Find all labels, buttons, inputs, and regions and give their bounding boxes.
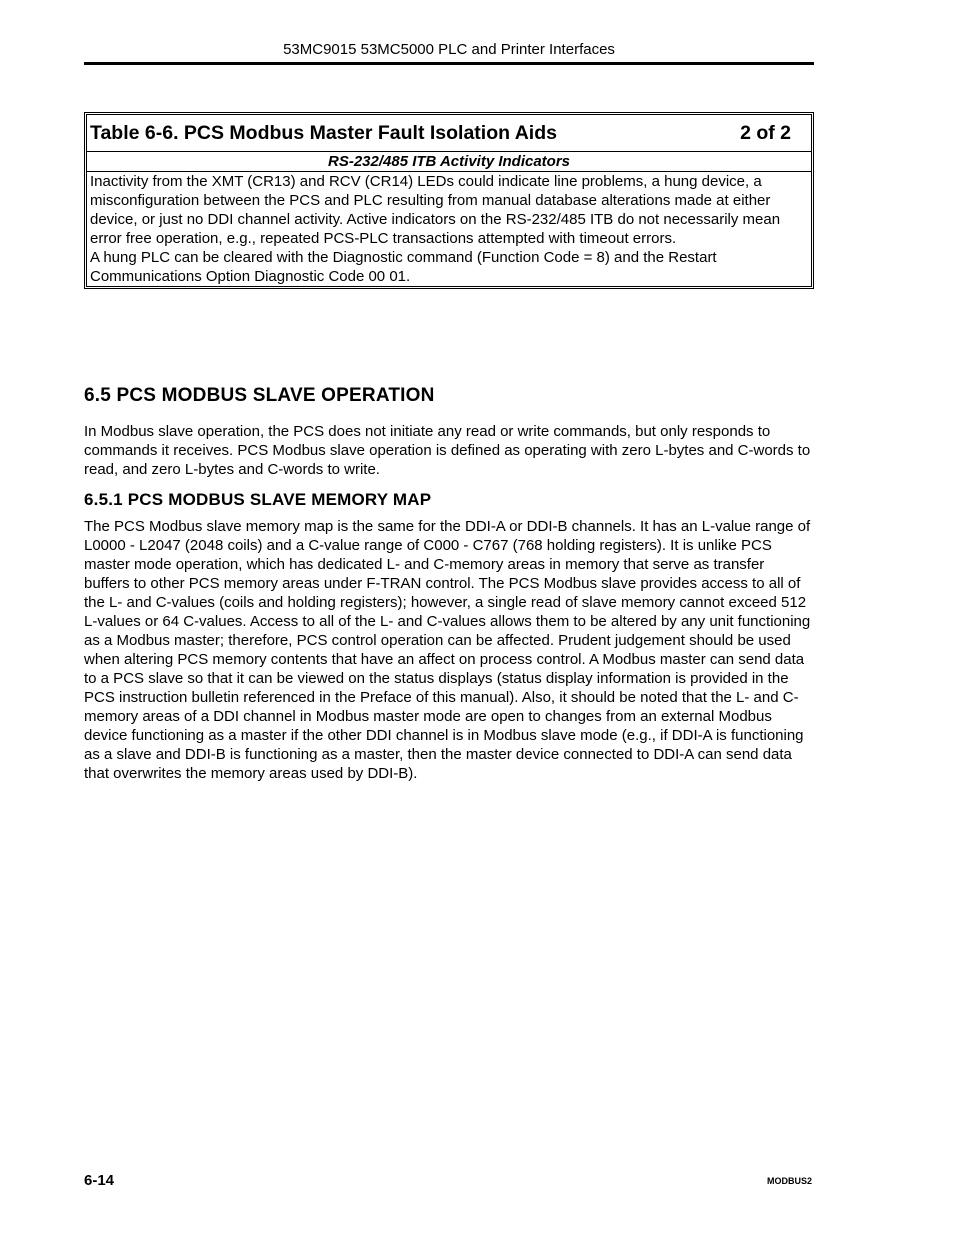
section-heading: 6.5 PCS MODBUS SLAVE OPERATION — [84, 385, 435, 406]
header-rule — [84, 62, 814, 65]
table-title-row — [87, 115, 811, 152]
page-number: 6-14 — [84, 1172, 115, 1189]
section-intro: In Modbus slave operation, the PCS does not initiate any read or write commands, but only responds to commands it receives. PCS Modbus slave operation is defined as operating with zero L-bytes and C-words to read, and zero L-bytes and C-words to write. — [84, 423, 811, 478]
table-subheading: RS-232/485 ITB Activity Indicators — [87, 152, 811, 172]
fault-isolation-table — [84, 112, 814, 289]
table-body — [87, 172, 811, 286]
table-paragraph: Inactivity from the XMT (CR13) and RCV (CR14) LEDs could indicate line problems, a hung device, a misconfiguration between the PCS and PLC resulting from manual database alterations made at either device, or just no DDI channel activity. Active indicators on the RS-232/485 ITB do not necessarily mean error free operation, e.g., repeated PCS-PLC transactions attempted with timeout errors. — [90, 173, 781, 247]
running-header: 53MC9015 53MC5000 PLC and Printer Interfaces — [283, 41, 615, 58]
subsection-heading: 6.5.1 PCS MODBUS SLAVE MEMORY MAP — [84, 490, 432, 509]
table-page-indicator: 2 of 2 — [740, 121, 791, 144]
document-code: MODBUS2 — [767, 1176, 813, 1186]
table-title: Table 6-6. PCS Modbus Master Fault Isolation Aids — [90, 121, 557, 144]
table-paragraph: A hung PLC can be cleared with the Diagnostic command (Function Code = 8) and the Restart Communications Option Diagnostic Code 00 01. — [90, 249, 717, 285]
subsection-body: The PCS Modbus slave memory map is the same for the DDI-A or DDI-B channels. It has an L-value range of L0000 - L2047 (2048 coils) and a C-value range of C000 - C767 (768 holding registers). It is unlike PCS master mode operation, which has dedicated L- and C-memory areas in memory that serve as transfer buffers to other PCS memory areas under F-TRAN control. The PCS Modbus slave provides access to all of the L- and C-values (coils and holding registers); however, a single read of slave memory cannot exceed 512 L-values or 64 C-values. Access to all of the L- and C-values allows them to be altered by any unit functioning as a Modbus master; therefore, PCS control operation can be affected. Prudent judgement should be used when altering PCS memory contents that have an affect on process control. A Modbus master can send data to a PCS slave so that it can be viewed on the status displays (status display information is provided in the PCS instruction bulletin referenced in the Preface of this manual). Also, it should be noted that the L- and C-memory areas of a DDI channel in Modbus master mode are open to changes from an external Modbus device functioning as a master if the other DDI channel is in Modbus slave mode (e.g., if DDI-A is functioning as a slave and DDI-B is functioning as a master, then the master device connected to DDI-A can send data that overwrites the memory areas used by DDI-B). — [84, 518, 811, 782]
